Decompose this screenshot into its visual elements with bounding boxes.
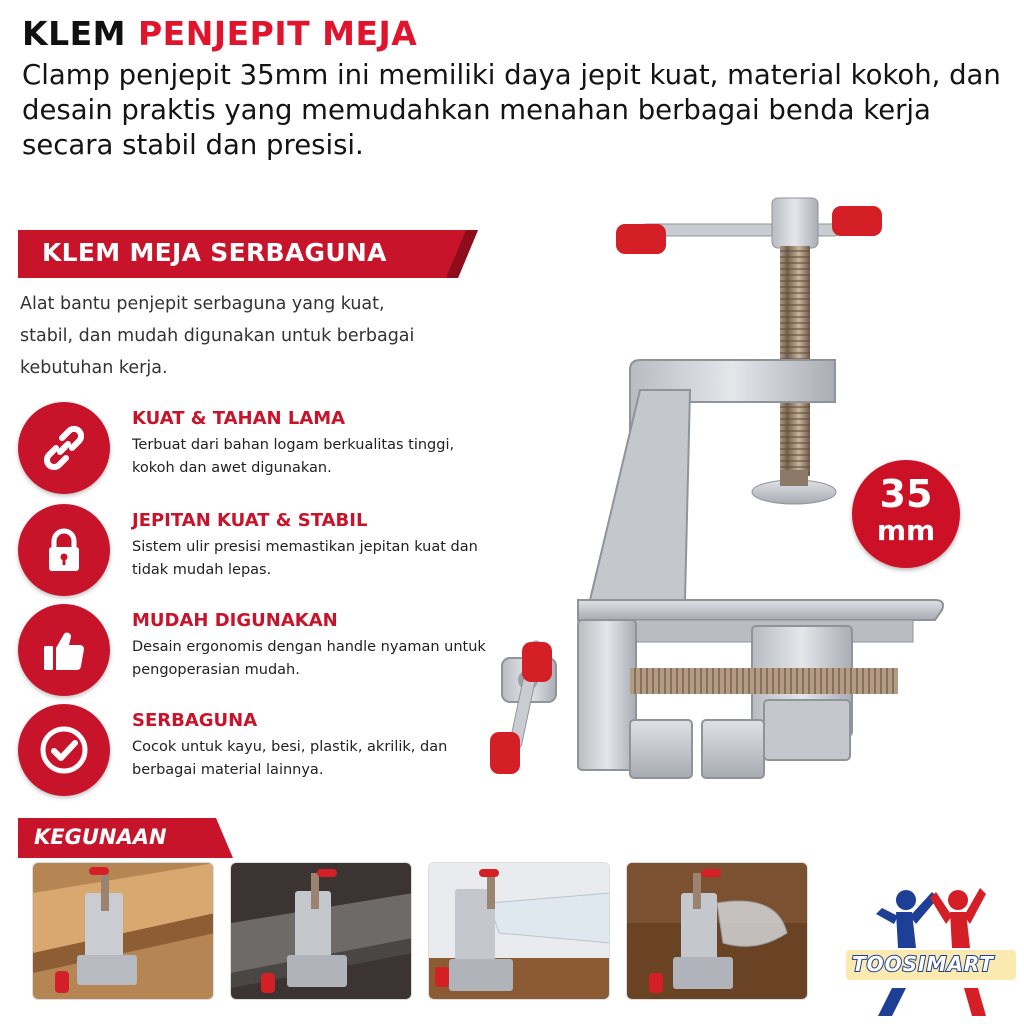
clamp-on-metal-photo [230, 862, 412, 1000]
feature-title: MUDAH DIGUNAKAN [132, 610, 338, 631]
feature-title: KUAT & TAHAN LAMA [132, 408, 346, 429]
feature-item [18, 704, 488, 796]
size-badge-number: 35 [879, 472, 933, 516]
link-icon [18, 402, 110, 494]
feature-title: SERBAGUNA [132, 710, 258, 731]
feature-item [18, 402, 488, 494]
checkmark-icon [18, 704, 110, 796]
brand-name: TOOSIMART [852, 952, 995, 976]
page-title [22, 14, 417, 53]
size-badge [852, 460, 960, 568]
size-badge-unit: mm [876, 514, 936, 547]
feature-text: Terbuat dari bahan logam berkualitas tinggi, kokoh dan awet digunakan. [132, 437, 455, 476]
page-title-part2: PENJEPIT MEJA [137, 14, 418, 53]
section-intro: Alat bantu penjepit serbaguna yang kuat, stabil, dan mudah digunakan untuk berbagai kebutuhan kerja. [20, 294, 415, 378]
thumbs-up-icon [18, 604, 110, 696]
clamp-on-wood-photo [32, 862, 214, 1000]
clamp-on-plastic-photo [626, 862, 808, 1000]
feature-item [18, 504, 488, 596]
usage-banner-label: KEGUNAAN [34, 825, 167, 849]
page-description: Clamp penjepit 35mm ini memiliki daya jepit kuat, material kokoh, dan desain praktis yang memudahkan menahan berbagai benda kerja secara stabil dan presisi. [22, 59, 1001, 161]
feature-text: Cocok untuk kayu, besi, plastik, akrilik, dan berbagai material lainnya. [132, 739, 448, 778]
section-banner-label: KLEM MEJA SERBAGUNA [42, 238, 387, 267]
feature-title: JEPITAN KUAT & STABIL [132, 510, 368, 531]
feature-text: Sistem ulir presisi memastikan jepitan kuat dan tidak mudah lepas. [132, 539, 478, 578]
brand-logo [846, 878, 1016, 1018]
feature-item [18, 604, 488, 696]
clamp-on-acrylic-photo [428, 862, 610, 1000]
section-banner [18, 230, 478, 278]
padlock-icon [18, 504, 110, 596]
feature-text: Desain ergonomis dengan handle nyaman untuk pengoperasian mudah. [132, 639, 486, 678]
page-title-part1: KLEM [22, 14, 126, 53]
usage-banner [18, 818, 233, 858]
